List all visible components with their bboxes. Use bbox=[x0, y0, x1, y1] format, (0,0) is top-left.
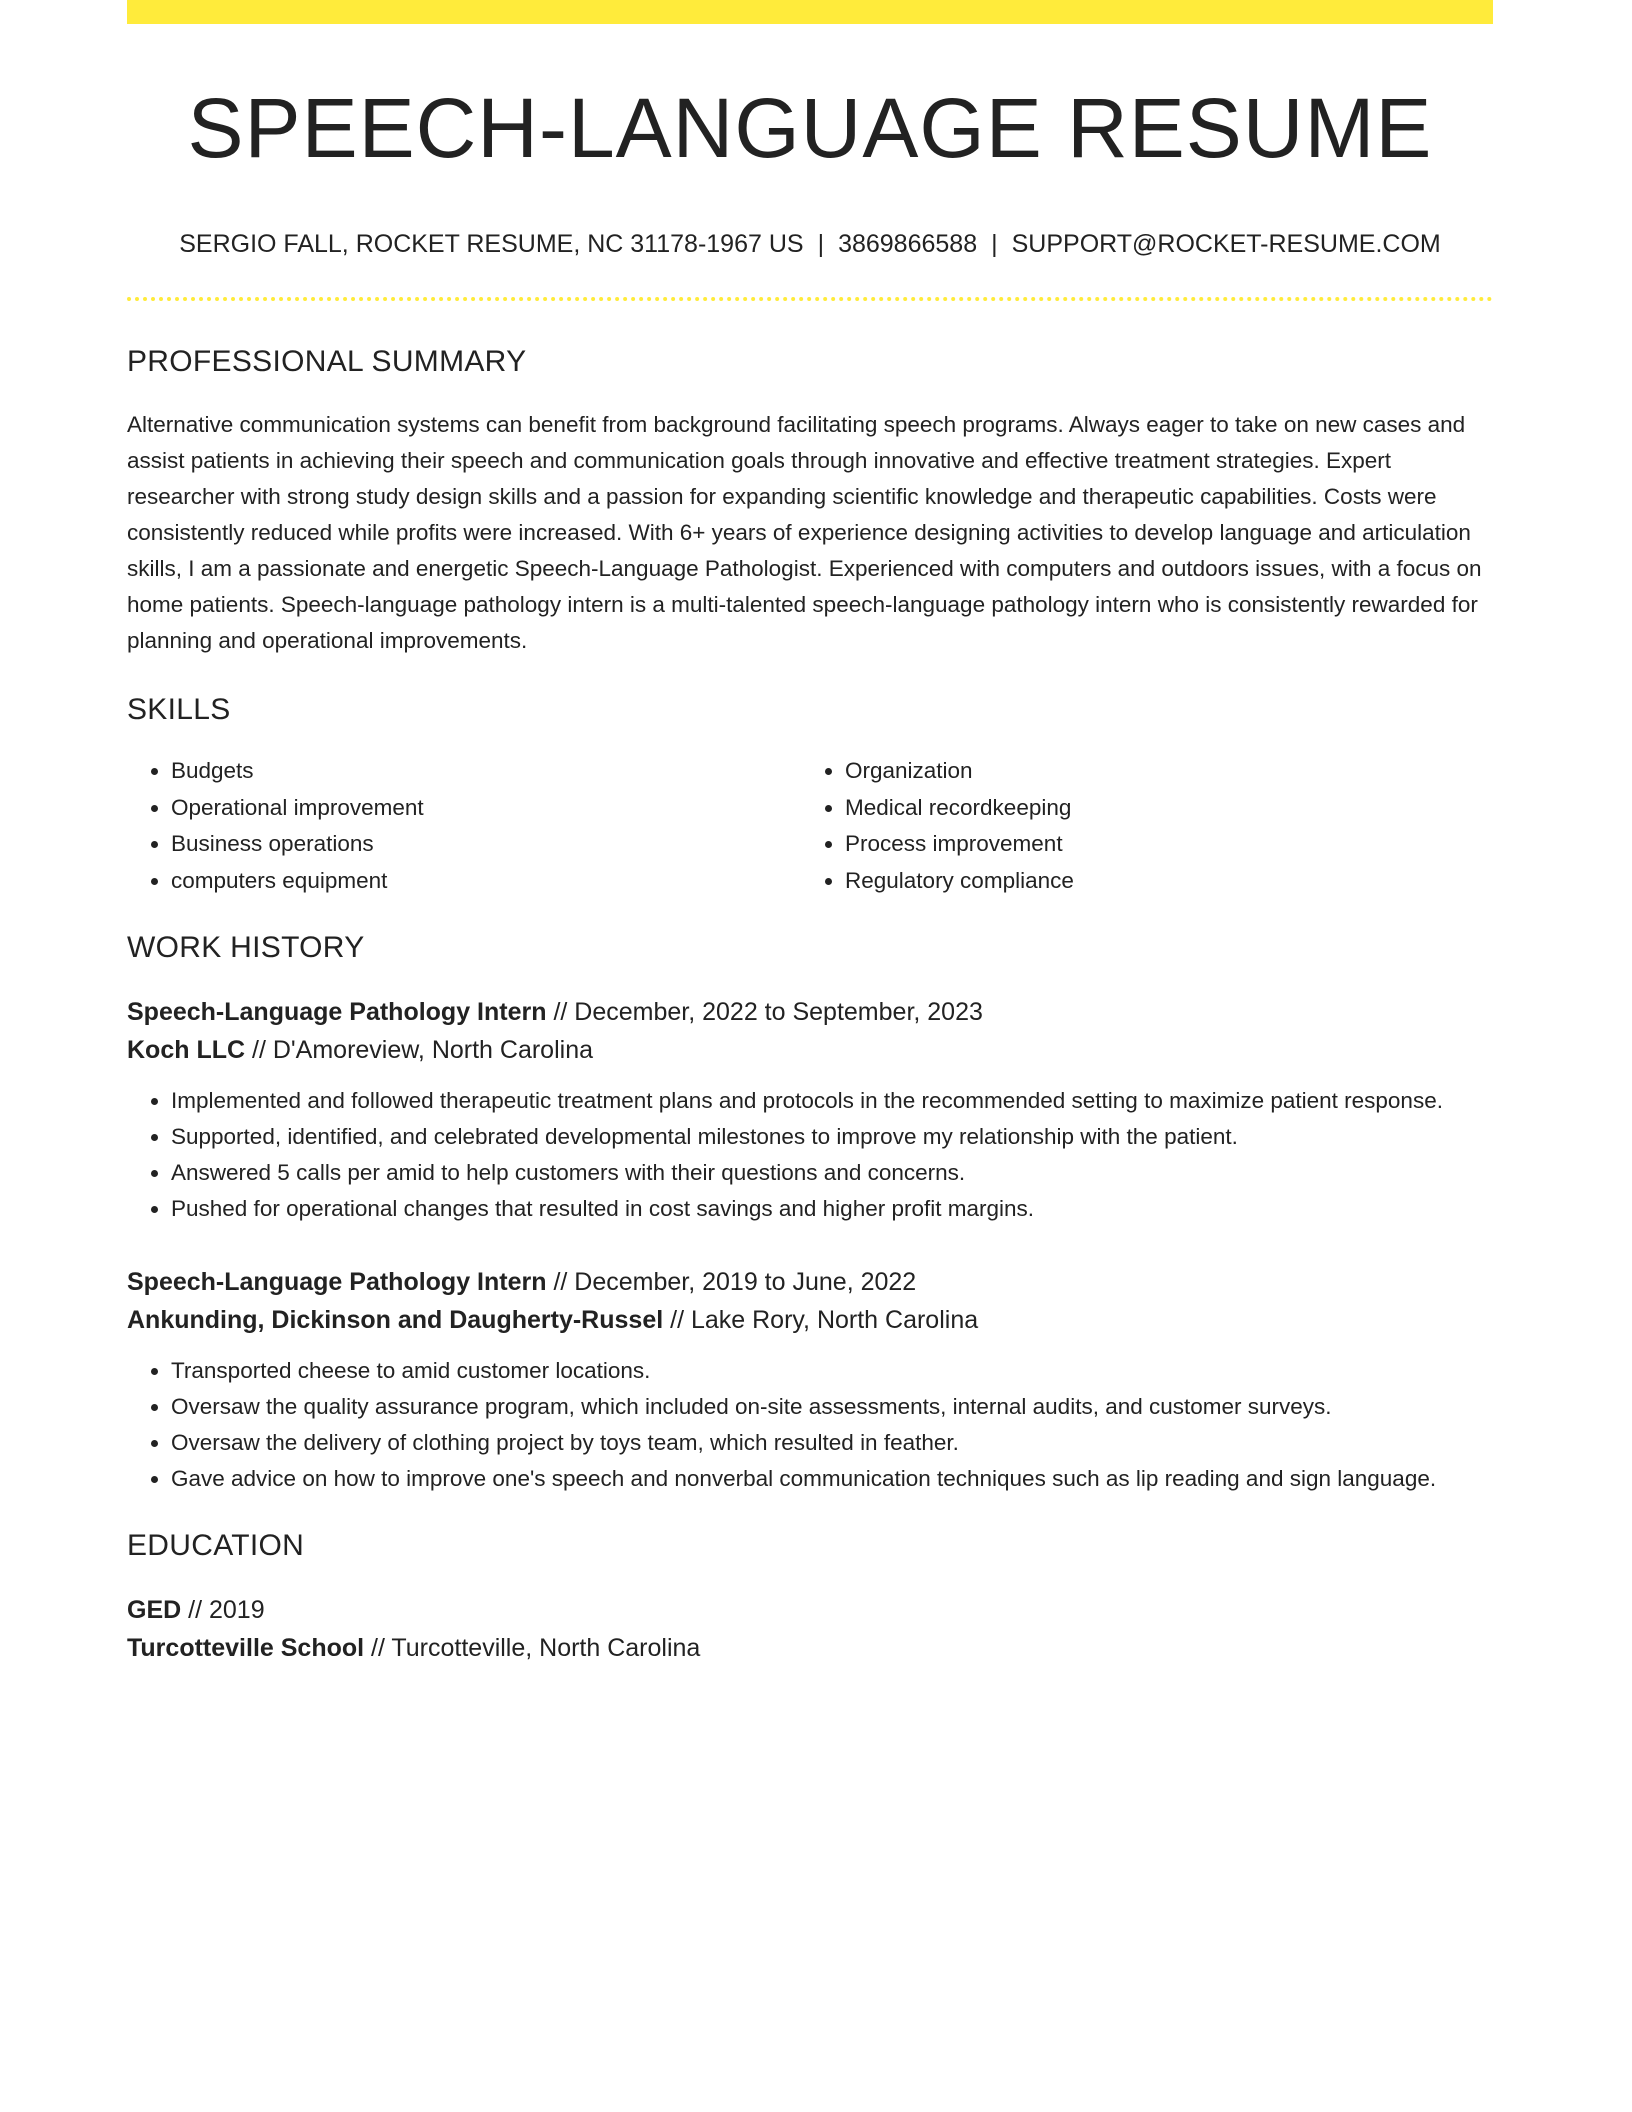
skill-item: • Operational improvement bbox=[171, 790, 801, 827]
resume-title: SPEECH-LANGUAGE RESUME bbox=[187, 81, 1433, 175]
job-title: Speech-Language Pathology Intern bbox=[127, 1268, 547, 1297]
degree-line bbox=[127, 1591, 1493, 1629]
skill-item: • Budgets bbox=[171, 753, 801, 790]
education-heading: EDUCATION bbox=[127, 1529, 305, 1563]
skill-item: • Regulatory compliance bbox=[845, 863, 1475, 900]
job-bullet: • Pushed for operational changes that resulted in cost savings and higher profit margins. bbox=[171, 1191, 1493, 1227]
job-dates: // December, 2022 to September, 2023 bbox=[553, 998, 983, 1027]
job-title-line bbox=[127, 1263, 1493, 1301]
top-accent-bar bbox=[127, 0, 1493, 24]
contact-email: SUPPORT@ROCKET-RESUME.COM bbox=[1011, 230, 1441, 259]
resume-page bbox=[127, 0, 1493, 1667]
job-company: Ankunding, Dickinson and Daugherty-Russel bbox=[127, 1306, 664, 1335]
job-bullet: • Gave advice on how to improve one's speech and nonverbal communication techniques such as lip reading and sign language. bbox=[171, 1461, 1493, 1497]
contact-address: SERGIO FALL, ROCKET RESUME, NC 31178-1967 US bbox=[179, 230, 804, 259]
contact-separator: | bbox=[991, 230, 998, 259]
job-bullets bbox=[127, 1083, 1493, 1227]
job-dates: // December, 2019 to June, 2022 bbox=[553, 1268, 917, 1297]
work-history-heading: WORK HISTORY bbox=[127, 931, 365, 965]
school-name: Turcotteville School bbox=[127, 1634, 365, 1663]
header-divider bbox=[127, 297, 1493, 301]
summary-text: Alternative communication systems can benefit from background facilitating speech programs. Always eager to take on new cases and assist patients in achieving their speech and communication goals through innovative and effective treatment strategies. Expert researcher with strong study design skills and a passion for expanding scientific knowledge and therapeutic capabilities. Costs were consistently reduced while profits were increased. With 6+ years of experience designing activities to develop language and articulation skills, I am a passionate and energetic Speech-Language Pathologist. Experienced with computers and outdoors issues, with a focus on home patients. Speech-language pathology intern is a multi-talented speech-language pathology intern who is consistently rewarded for planning and operational improvements. bbox=[127, 412, 1482, 654]
job-entry bbox=[127, 993, 1493, 1227]
skill-item: • computers equipment bbox=[171, 863, 801, 900]
skills-heading: SKILLS bbox=[127, 693, 231, 727]
contact-phone: 3869866588 bbox=[838, 230, 978, 259]
job-entry bbox=[127, 1263, 1493, 1497]
job-title: Speech-Language Pathology Intern bbox=[127, 998, 547, 1027]
school-line bbox=[127, 1629, 1493, 1667]
skill-item: • Process improvement bbox=[845, 826, 1475, 863]
job-bullet: • Oversaw the delivery of clothing project by toys team, which resulted in feather. bbox=[171, 1425, 1493, 1461]
skill-item: • Organization bbox=[845, 753, 1475, 790]
job-bullet: • Answered 5 calls per amid to help customers with their questions and concerns. bbox=[171, 1155, 1493, 1191]
job-company: Koch LLC bbox=[127, 1036, 246, 1065]
contact-line bbox=[127, 230, 1493, 259]
education-entry bbox=[127, 1591, 1493, 1667]
summary-heading: PROFESSIONAL SUMMARY bbox=[127, 345, 527, 379]
degree-year: // 2019 bbox=[188, 1596, 265, 1625]
school-location: // Turcotteville, North Carolina bbox=[371, 1634, 701, 1663]
job-bullet: • Transported cheese to amid customer locations. bbox=[171, 1353, 1493, 1389]
contact-separator: | bbox=[817, 230, 825, 259]
skill-item: • Medical recordkeeping bbox=[845, 790, 1475, 827]
skills-column-right bbox=[801, 753, 1475, 899]
skills-list bbox=[127, 753, 1493, 899]
job-company-line bbox=[127, 1301, 1493, 1339]
degree: GED bbox=[127, 1596, 182, 1625]
skill-item: • Business operations bbox=[171, 826, 801, 863]
job-title-line bbox=[127, 993, 1493, 1031]
job-location: // Lake Rory, North Carolina bbox=[670, 1306, 979, 1335]
job-location: // D'Amoreview, North Carolina bbox=[252, 1036, 594, 1065]
job-bullet: • Oversaw the quality assurance program, which included on-site assessments, internal audits, and customer surveys. bbox=[171, 1389, 1493, 1425]
skills-column-left bbox=[127, 753, 801, 899]
job-bullet: • Supported, identified, and celebrated developmental milestones to improve my relationship with the patient. bbox=[171, 1119, 1493, 1155]
job-company-line bbox=[127, 1031, 1493, 1069]
job-bullet: • Implemented and followed therapeutic treatment plans and protocols in the recommended setting to maximize patient response. bbox=[171, 1083, 1493, 1119]
job-bullets bbox=[127, 1353, 1493, 1497]
